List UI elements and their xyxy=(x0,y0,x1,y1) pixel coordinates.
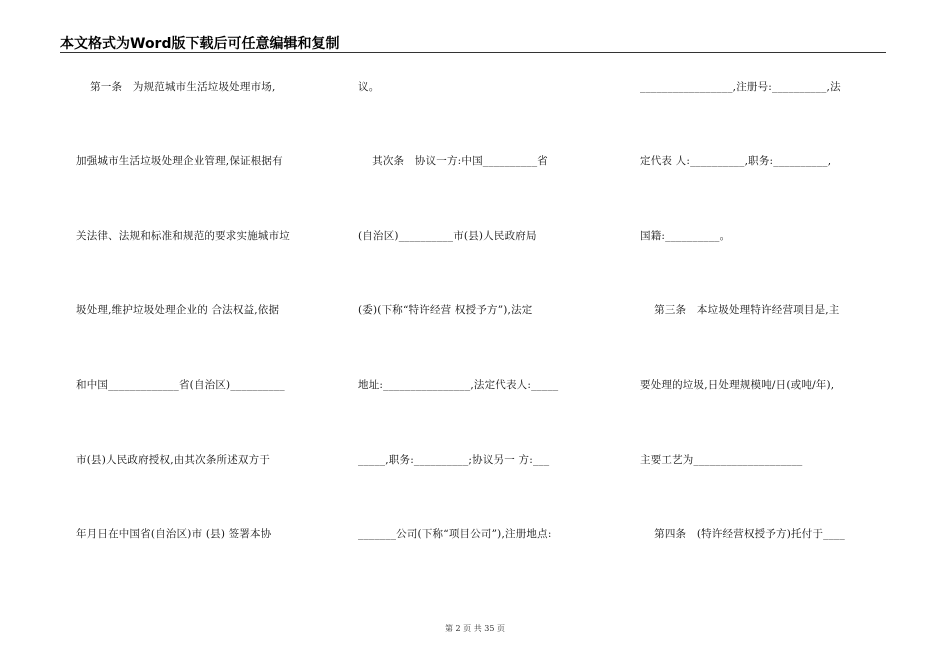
text-line: 市(县)人民政府授权,由其次条所述双方于 xyxy=(76,454,271,466)
text-line: (自治区)__________市(县)人民政府局 xyxy=(358,230,537,242)
text-line: 第四条 (特许经营权授予方)托付于____ xyxy=(640,528,845,540)
text-line: _________________,注册号:__________,法 xyxy=(640,81,841,93)
text-line: 国籍:__________。 xyxy=(640,230,731,242)
document-header-title: 本文格式为Word版下载后可任意编辑和复制 xyxy=(60,36,340,52)
text-line: 关法律、法规和标准和规范的要求实施城市垃 xyxy=(76,230,290,242)
page-number: 第 2 页 共 35 页 xyxy=(445,624,505,633)
text-line: _______公司(下称“项目公司”),注册地点: xyxy=(358,528,552,540)
text-line: 定代表 人:__________,职务:__________, xyxy=(640,155,832,167)
text-line: _____,职务:__________;协议另一 方:___ xyxy=(358,454,550,466)
text-line: 主要工艺为____________________ xyxy=(640,454,803,466)
text-line: 议。 xyxy=(358,81,380,93)
text-line: 和中国_____________省(自治区)__________ xyxy=(76,379,285,391)
text-line: 要处理的垃圾,日处理规模吨/日(或吨/年), xyxy=(640,379,835,391)
text-line: 第一条 为规范城市生活垃圾处理市场, xyxy=(76,81,276,93)
text-line: 地址:________________,法定代表人:_____ xyxy=(358,379,559,391)
text-line: 第三条 本垃圾处理特许经营项目是,主 xyxy=(640,304,840,316)
text-line: 其次条 协议一方:中国__________省 xyxy=(358,155,549,167)
text-line: 加强城市生活垃圾处理企业管理,保证根据有 xyxy=(76,155,283,167)
text-line: 圾处理,维护垃圾处理企业的 合法权益,依据 xyxy=(76,304,280,316)
text-line: (委)(下称“特许经营 权授予方”),法定 xyxy=(358,304,533,316)
text-line: 年月日在中国省(自治区)市 (县) 签署本协 xyxy=(76,528,272,540)
header-divider xyxy=(60,52,886,53)
